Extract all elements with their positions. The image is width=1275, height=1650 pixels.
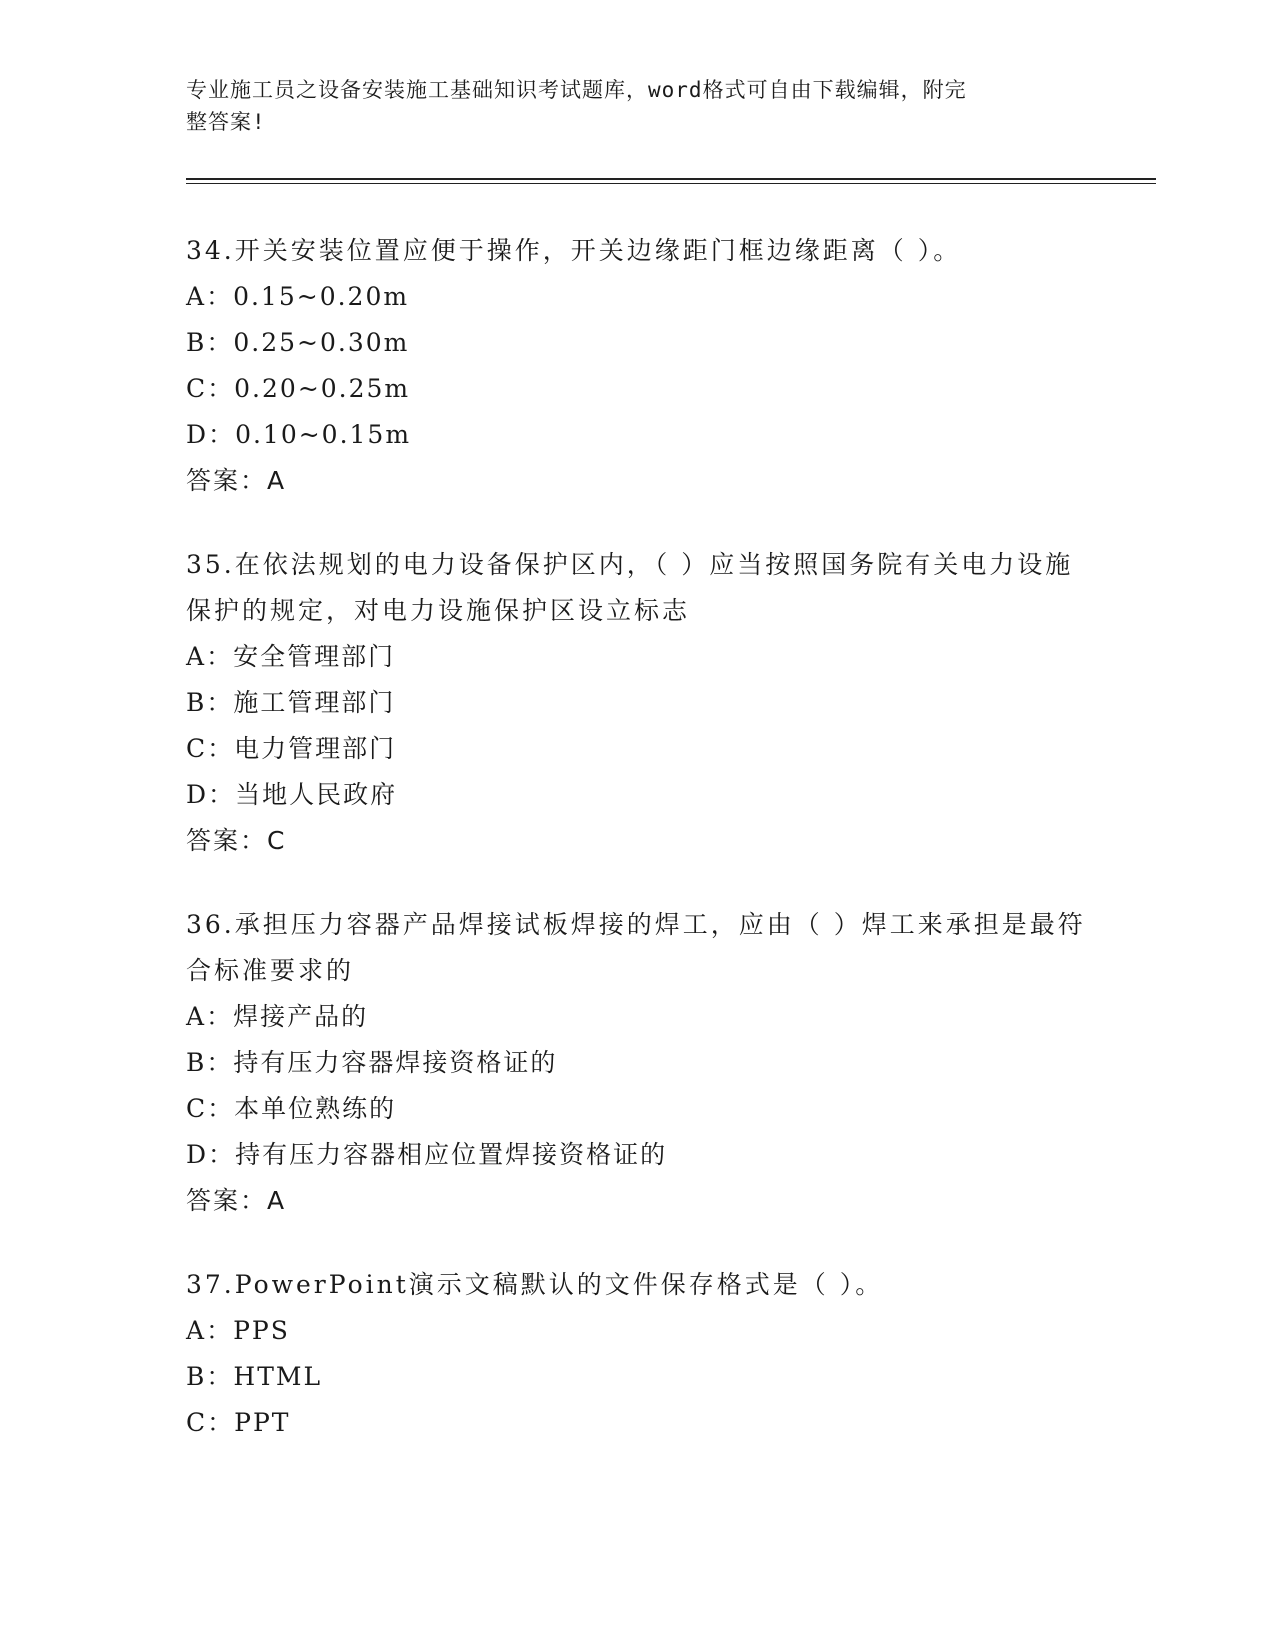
answer-line: 答案：A [186,466,287,495]
option-letter: A [186,642,207,671]
option-text: PPS [233,1316,290,1345]
option-text: 0.20~0.25m [234,374,411,403]
option-b: B：HTML [186,1362,323,1391]
header-rule-top [186,178,1156,180]
option-text: 电力管理部门 [234,734,397,763]
option-letter: B [186,328,207,357]
question-text: 36.承担压力容器产品焊接试板焊接的焊工，应由（ ）焊工来承担是最符合标准要求的 [186,910,1086,985]
option-c: C：PPT [186,1408,291,1437]
option-text: 0.25~0.30m [233,328,410,357]
option-letter: D [186,1140,209,1169]
option-a: A：焊接产品的 [186,1002,369,1031]
option-text: PPT [234,1408,291,1437]
option-letter: A [186,1316,207,1345]
document-header [186,74,1066,138]
option-letter: B [186,1048,207,1077]
question-34 [186,228,1086,504]
option-d: D：当地人民政府 [186,780,398,809]
option-text: 施工管理部门 [233,688,396,717]
option-letter: C [186,734,208,763]
option-letter: A [186,282,207,311]
answer-line: 答案：A [186,1186,287,1215]
option-letter: C [186,1408,208,1437]
header-line-2: 整答案! [186,110,266,134]
option-a: A：安全管理部门 [186,642,396,671]
question-text: 34.开关安装位置应便于操作，开关边缘距门框边缘距离（ ）。 [186,236,962,265]
option-letter: A [186,1002,207,1031]
option-text: HTML [233,1362,323,1391]
option-letter: B [186,688,207,717]
option-a: A：0.15~0.20m [186,282,410,311]
option-letter: B [186,1362,207,1391]
option-text: 0.15~0.20m [233,282,410,311]
option-c: C：本单位熟练的 [186,1094,397,1123]
option-text: 当地人民政府 [235,780,398,809]
question-36 [186,902,1086,1224]
question-text: 37.PowerPoint演示文稿默认的文件保存格式是（ ）。 [186,1270,884,1299]
option-text: 本单位熟练的 [234,1094,397,1123]
option-letter: D [186,780,209,809]
header-line-1: 专业施工员之设备安装施工基础知识考试题库，word格式可自由下载编辑，附完 [186,78,967,102]
option-letter: C [186,374,208,403]
option-b: B：0.25~0.30m [186,328,410,357]
option-c: C：电力管理部门 [186,734,397,763]
option-b: B：施工管理部门 [186,688,396,717]
option-text: 安全管理部门 [233,642,396,671]
question-list [186,228,1086,1484]
question-text: 35.在依法规划的电力设备保护区内，（ ）应当按照国务院有关电力设施保护的规定，对电力设施保护区设立标志 [186,550,1074,625]
option-d: D：0.10~0.15m [186,420,412,449]
option-text: 持有压力容器焊接资格证的 [233,1048,558,1077]
option-c: C：0.20~0.25m [186,374,411,403]
option-letter: C [186,1094,208,1123]
answer-line: 答案：C [186,826,287,855]
option-letter: D [186,420,209,449]
option-a: A：PPS [186,1316,290,1345]
option-d: D：持有压力容器相应位置焊接资格证的 [186,1140,668,1169]
question-35 [186,542,1086,864]
option-text: 焊接产品的 [233,1002,369,1031]
option-text: 持有压力容器相应位置焊接资格证的 [235,1140,668,1169]
header-rule-bottom [186,183,1156,184]
option-text: 0.10~0.15m [235,420,412,449]
question-37 [186,1262,1086,1446]
option-b: B：持有压力容器焊接资格证的 [186,1048,558,1077]
